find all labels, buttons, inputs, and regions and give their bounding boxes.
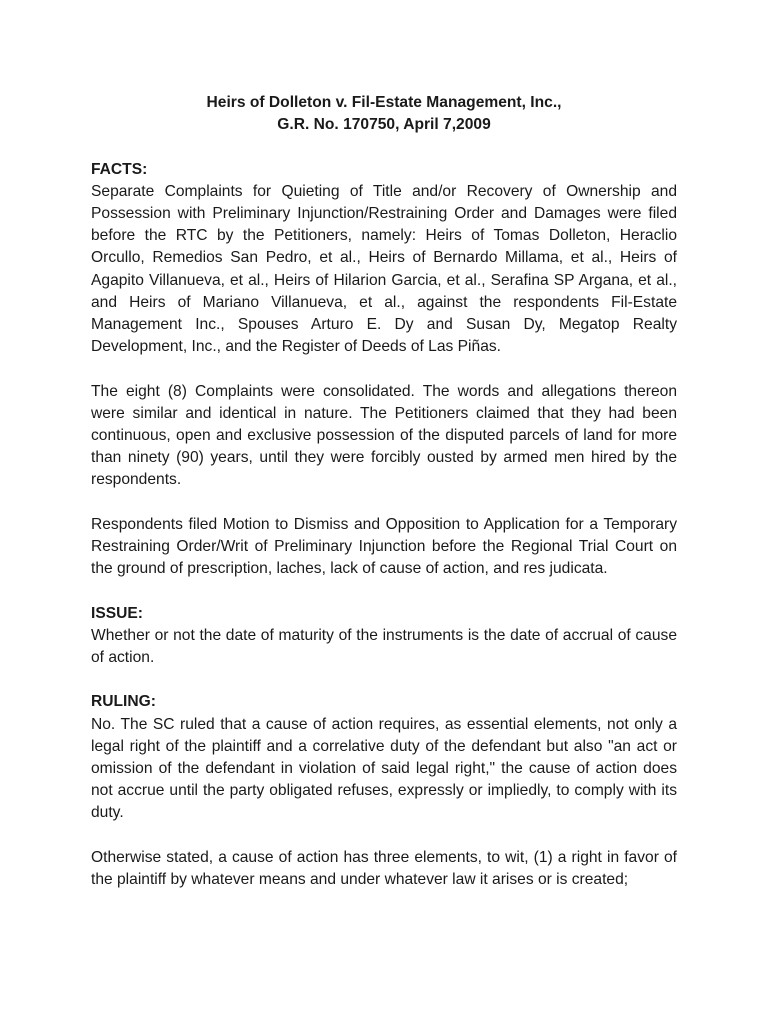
facts-section	[91, 159, 677, 581]
ruling-heading: RULING:	[91, 693, 156, 711]
facts-paragraph-1: Separate Complaints for Quieting of Title and/or Recovery of Ownership and Possession with Preliminary Injunction/Restraining Order and Damages were filed before the RTC by the Petitioners, namely: Heirs of Tomas Dolleton, Heraclio Orcullo, Remedios San Pedro, et al., Heirs of Bernardo Millama, et al., Heirs of Agapito Villanueva, et al., Heirs of Hilarion Garcia, et al., Serafina SP Argana, et al., and Heirs of Mariano Villanueva, et al., against the respondents Fil-Estate Management Inc., Spouses Arturo E. Dy and Susan Dy, Megatop Realty Development, Inc., and the Register of Deeds of Las Piñas.	[91, 182, 677, 356]
case-name: Heirs of Dolleton v. Fil-Estate Management, Inc.,	[206, 94, 562, 111]
case-citation: G.R. No. 170750, April 7,2009	[277, 116, 491, 134]
facts-paragraph-3: Respondents filed Motion to Dismiss and Opposition to Application for a Temporary Restraining Order/Writ of Preliminary Injunction before the Regional Trial Court on the ground of prescription, laches, lack of cause of action, and res judicata.	[91, 515, 677, 578]
issue-paragraph-1: Whether or not the date of maturity of the instruments is the date of accrual of cause of action.	[91, 626, 677, 667]
issue-section	[91, 603, 677, 670]
ruling-paragraph-2: Otherwise stated, a cause of action has three elements, to wit, (1) a right in favor of the plaintiff by whatever means and under whatever law it arises or is created;	[91, 848, 677, 889]
issue-heading: ISSUE:	[91, 604, 143, 622]
document-title	[91, 92, 677, 136]
facts-heading: FACTS:	[91, 160, 148, 178]
ruling-section	[91, 691, 677, 891]
facts-paragraph-2: The eight (8) Complaints were consolidated. The words and allegations thereon were similar and identical in nature. The Petitioners claimed that they had been continuous, open and exclusive possession of the disputed parcels of land for more than ninety (90) years, until they were forcibly ousted by armed men hired by the respondents.	[91, 382, 677, 489]
ruling-paragraph-1: No. The SC ruled that a cause of action requires, as essential elements, not only a legal right of the plaintiff and a correlative duty of the defendant but also "an act or omission of the defendant in violation of said legal right," the cause of action does not accrue until the party obligated refuses, expressly or impliedly, to comply with its duty.	[91, 715, 677, 822]
